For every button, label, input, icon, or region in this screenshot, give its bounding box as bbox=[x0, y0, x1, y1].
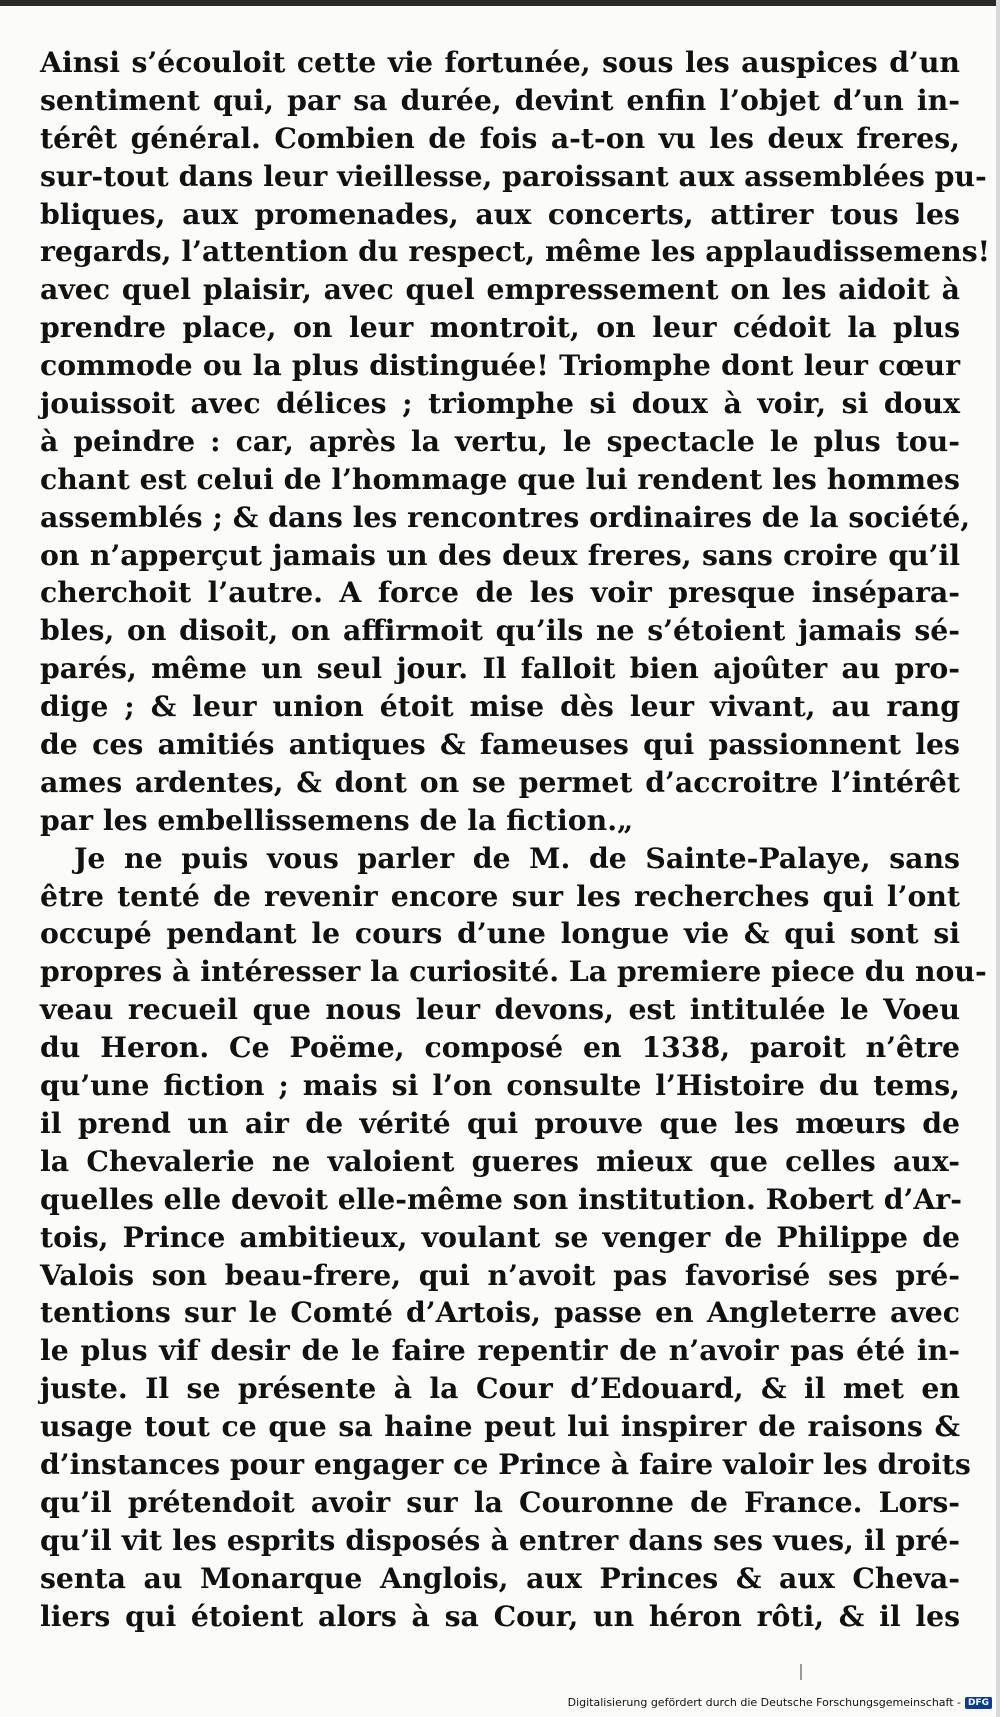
text-line: propres à intéresser la curiosité. La premiere piece du nou- bbox=[40, 954, 987, 989]
text-line: prendre place, on leur montroit, on leur cédoit la plus bbox=[40, 310, 960, 345]
text-line: tentions sur le Comté d’Artois, passe en Angleterre avec bbox=[40, 1295, 960, 1330]
text-line: il prend un air de vérité qui prouve que les mœurs de bbox=[40, 1105, 960, 1140]
body-text bbox=[40, 44, 991, 1635]
digitization-credit bbox=[568, 1696, 992, 1709]
text-line: être tenté de revenir encore sur les recherches qui l’ont bbox=[40, 878, 960, 913]
text-line: qu’il vit les esprits disposés à entrer dans ses vues, il pré- bbox=[40, 1522, 960, 1557]
text-line: sur-tout dans leur vieillesse, paroissant aux assemblées pu- bbox=[40, 158, 987, 193]
text-line: bles, on disoit, on affirmoit qu’ils ne s’étoient jamais sé- bbox=[40, 613, 960, 648]
text-line: d’instances pour engager ce Prince à faire valoir les droits bbox=[40, 1446, 971, 1481]
text-line: jouissoit avec délices ; triomphe si doux à voir, si doux bbox=[40, 386, 960, 421]
text-line: par les embellissemens de la fiction.„ bbox=[40, 802, 634, 837]
scan-artifact bbox=[800, 1664, 802, 1680]
credit-text: Digitalisierung gefördert durch die Deutsche Forschungsgemeinschaft - bbox=[567, 1696, 961, 1709]
dfg-logo: DFG bbox=[965, 1697, 992, 1709]
text-line: assemblés ; & dans les rencontres ordinaires de la société, bbox=[40, 499, 971, 534]
text-line: le plus vif desir de le faire repentir de n’avoir pas été in- bbox=[40, 1333, 960, 1368]
text-line: veau recueil que nous leur devons, est intitulée le Voeu bbox=[40, 992, 960, 1027]
text-line: Ainsi s’écouloit cette vie fortunée, sous les auspices d’un bbox=[40, 45, 960, 79]
text-line: cherchoit l’autre. A force de les voir presque insépara- bbox=[40, 575, 960, 610]
text-line: à peindre : car, après la vertu, le spectacle le plus tou- bbox=[40, 423, 960, 458]
text-line: térêt général. Combien de fois a-t-on vu les deux freres, bbox=[40, 120, 960, 155]
text-line: sentiment qui, par sa durée, devint enfin l’objet d’un in- bbox=[40, 82, 960, 117]
text-line: du Heron. Ce Poëme, composé en 1338, paroit n’être bbox=[40, 1030, 960, 1065]
text-line: la Chevalerie ne valoient gueres mieux que celles aux- bbox=[40, 1143, 960, 1178]
text-line: Valois son beau-frere, qui n’avoit pas favorisé ses pré- bbox=[40, 1257, 960, 1292]
text-line: qu’une fiction ; mais si l’on consulte l’Histoire du tems, bbox=[40, 1068, 960, 1103]
text-line: occupé pendant le cours d’une longue vie & qui sont si bbox=[40, 916, 960, 951]
text-line: Je ne puis vous parler de M. de Sainte-Palaye, sans bbox=[74, 840, 960, 875]
text-line: quelles elle devoit elle-même son institution. Robert d’Ar- bbox=[40, 1181, 962, 1216]
text-line: liers qui étoient alors à sa Cour, un héron rôti, & il les bbox=[40, 1598, 960, 1633]
page-top-border bbox=[0, 0, 1000, 6]
text-line: dige ; & leur union étoit mise dès leur vivant, au rang bbox=[40, 689, 960, 724]
text-line: chant est celui de l’hommage que lui rendent les hommes bbox=[40, 461, 960, 496]
text-line: parés, même un seul jour. Il falloit bien ajoûter au pro- bbox=[40, 651, 960, 686]
text-line: tois, Prince ambitieux, voulant se venger de Philippe de bbox=[40, 1219, 960, 1254]
text-line: ames ardentes, & dont on se permet d’accroitre l’intérêt bbox=[40, 764, 960, 799]
page-right-edge bbox=[996, 0, 1000, 1717]
text-line: juste. Il se présente à la Cour d’Edouard, & il met en bbox=[40, 1371, 960, 1406]
text-line: qu’il prétendoit avoir sur la Couronne de France. Lors- bbox=[40, 1484, 960, 1519]
text-line: senta au Monarque Anglois, aux Princes & aux Cheva- bbox=[40, 1560, 960, 1595]
text-line: usage tout ce que sa haine peut lui inspirer de raisons & bbox=[40, 1409, 960, 1444]
text-line: on n’apperçut jamais un des deux freres, sans croire qu’il bbox=[40, 537, 960, 572]
text-line: de ces amitiés antiques & fameuses qui passionnent les bbox=[40, 727, 960, 762]
text-line: regards, l’attention du respect, même les applaudissemens! bbox=[40, 234, 991, 269]
text-line: bliques, aux promenades, aux concerts, attirer tous les bbox=[40, 196, 960, 231]
text-line: commode ou la plus distinguée! Triomphe dont leur cœur bbox=[40, 348, 960, 383]
text-line: avec quel plaisir, avec quel empressement on les aidoit à bbox=[40, 272, 960, 307]
